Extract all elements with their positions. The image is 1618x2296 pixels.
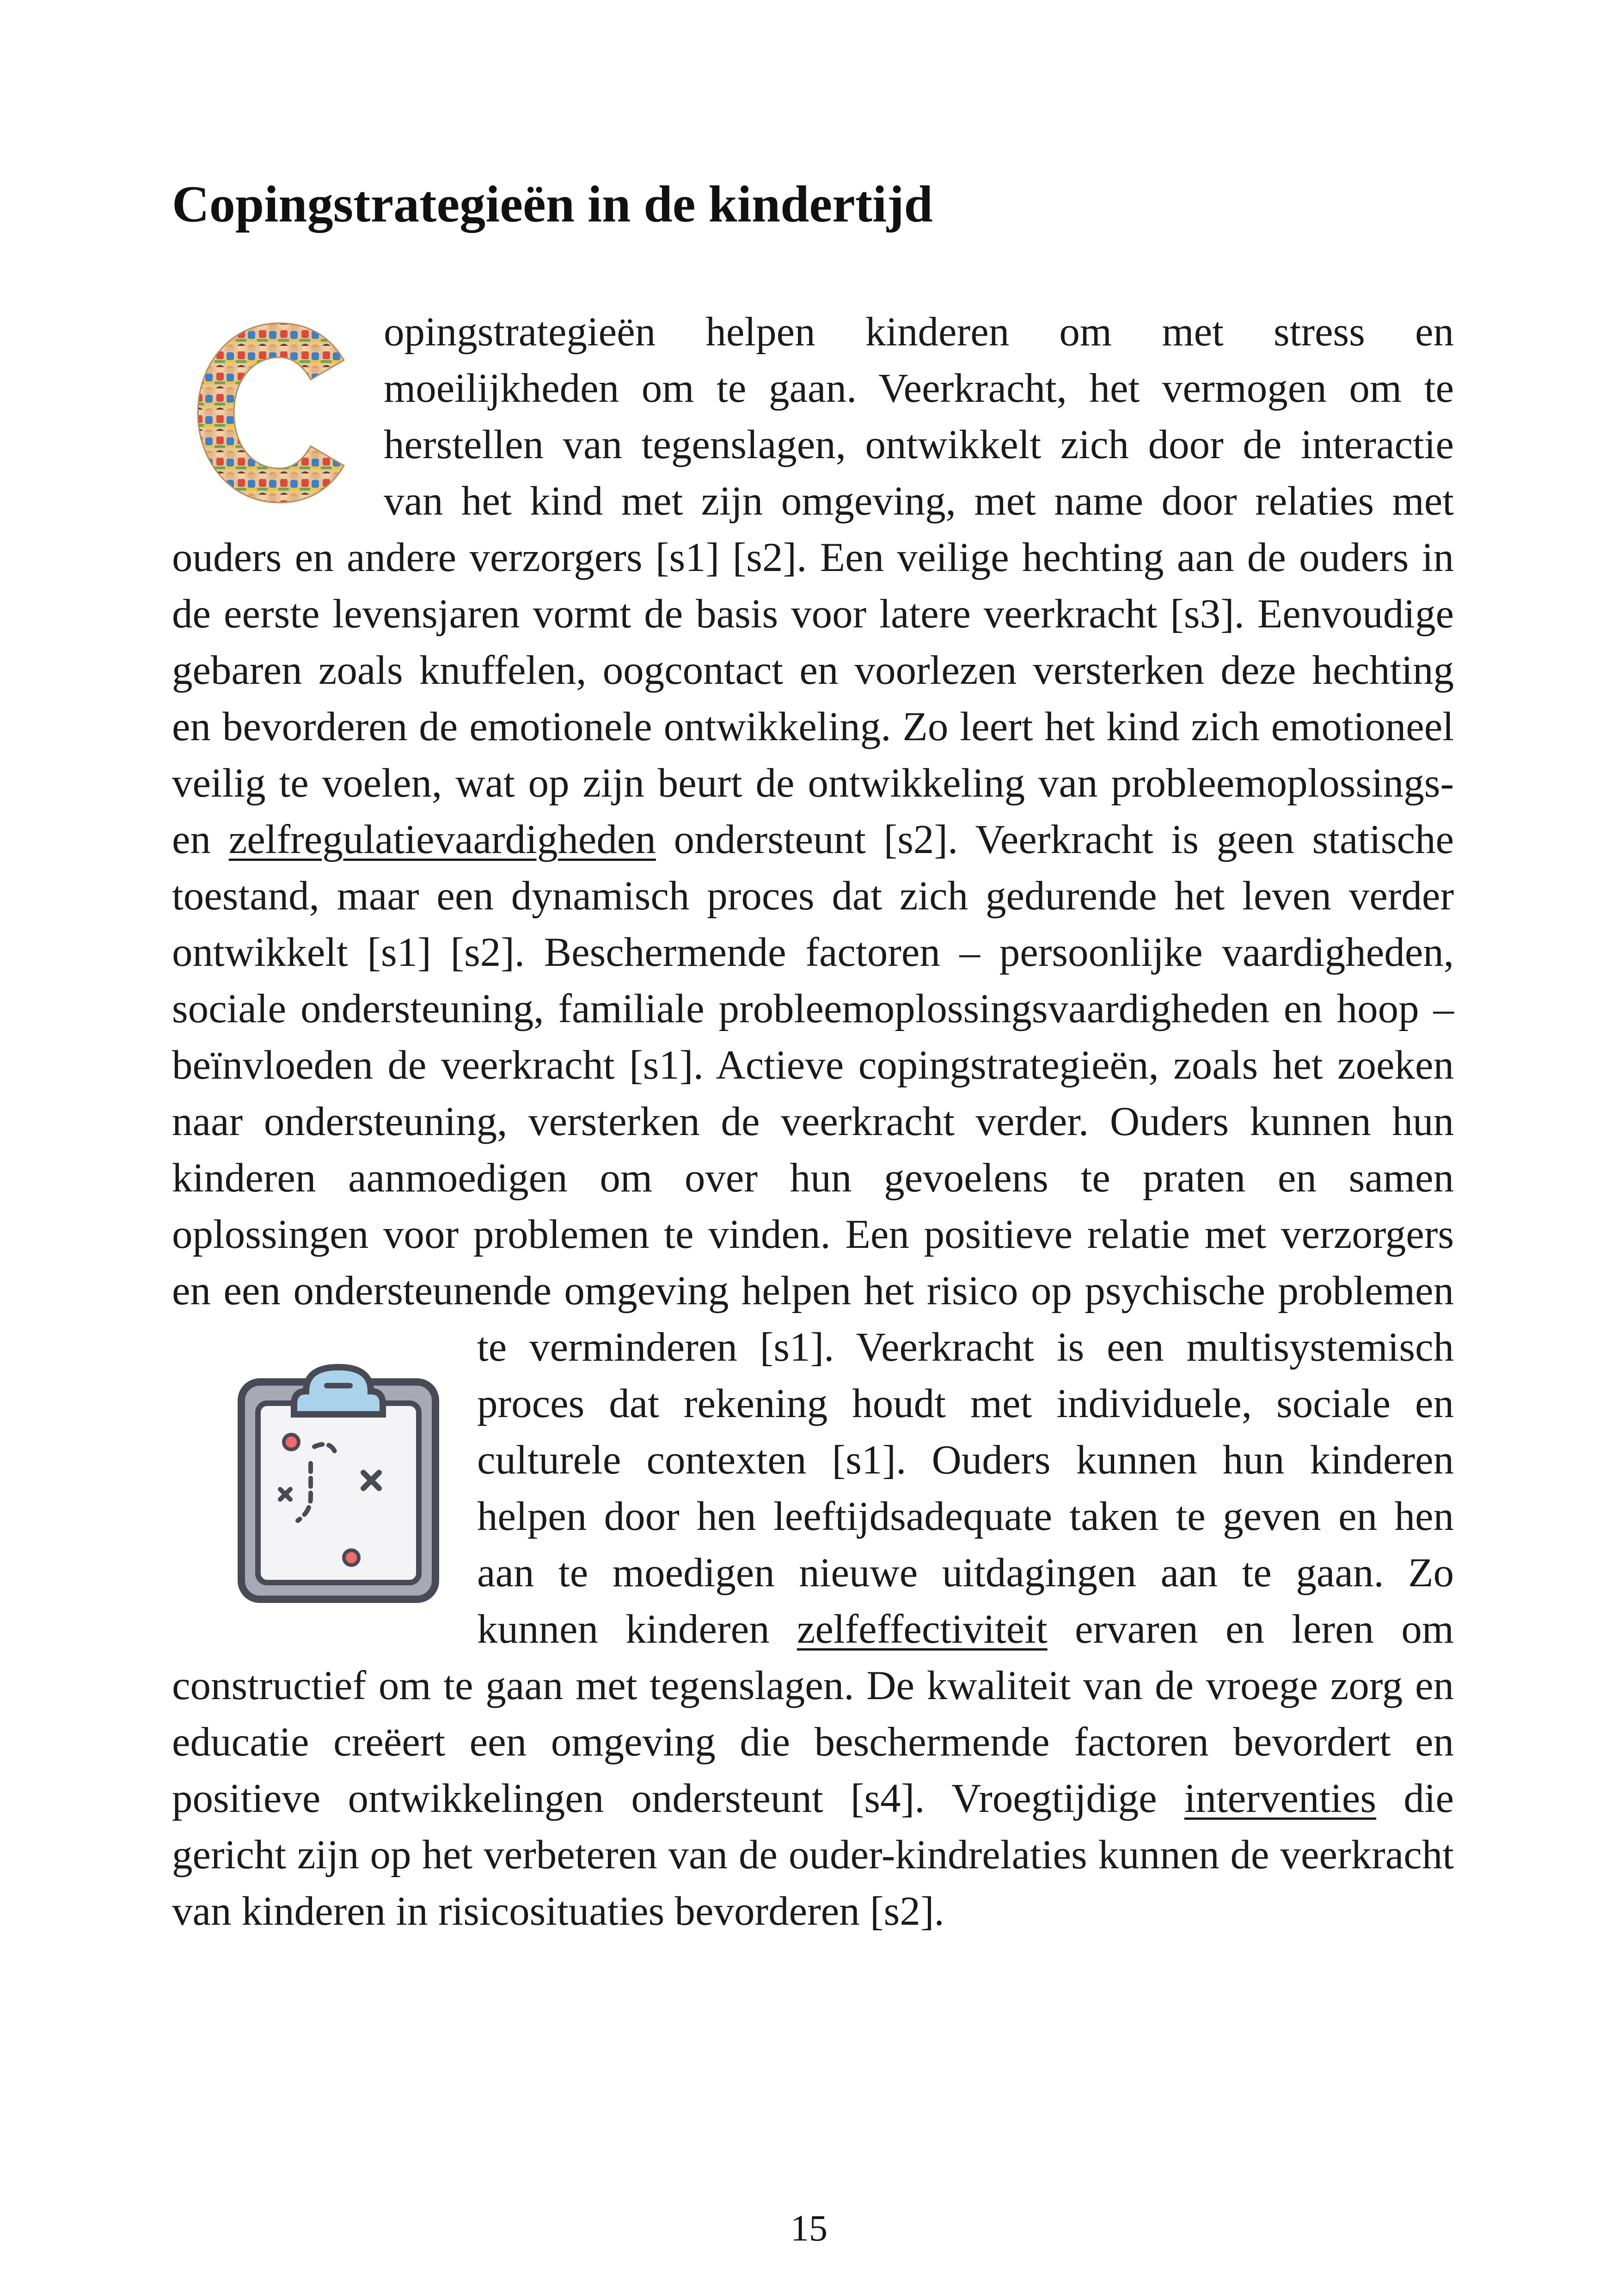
paragraph-text-part-3: ervaren en leren om constructief om te gaan met tegenslagen. De kwaliteit van de vroege zorg en educatie creëert een omgeving die beschermende factoren bevordert en positieve ontwikkelingen ondersteunt [s4]. Vroegtijdige <box>172 1607 1454 1821</box>
children-collage-letter-c-icon <box>172 299 375 525</box>
paragraph-text-part-4: die gericht zijn op het verbeteren van de ouder-kindrelaties kunnen de veerkracht van kinderen in risicosituaties bevorderen [s2]. <box>172 1776 1454 1934</box>
paragraph-text-part-2: ondersteunt [s2]. Veerkracht is geen statische toestand, maar een dynamisch proces dat zich gedurende het leven verder ontwikkelt [s1] [s2]. Beschermende factoren – persoonlijke vaardigheden, sociale ondersteuning, familiale probleemoplossingsvaardigheden en hoop – beïnvloeden de veerkracht [s1]. Actieve copingstrategieën, zoals het zoeken naar ondersteuning, versterken de veerkracht verder. Ouders kunnen hun kinderen aanmoedigen om over hun gevoelens te praten en samen oplossingen voor problemen te vinden. Een positieve relatie met verzorgers en een ondersteunende omgeving helpen het risico op psychische problemen te verminderen [s1]. Veerkracht is een multisystemisch proces dat rekening houdt met individuele, sociale en culturele contexten [s1]. Ouders kunnen hun kinderen helpen door hen leeftijdsadequate taken te geven en hen aan te moedigen nieuwe uitdagingen aan te gaan. Zo kunnen kinderen <box>172 817 1454 1652</box>
page-number: 15 <box>791 2208 827 2249</box>
paragraph-text-part-1: opingstrategieën helpen kinderen om met stress en moeilijkheden om te gaan. Veerkracht, het vermogen om te herstellen van tegenslagen, ontwikkelt zich door de interactie van het kind met zijn omgeving, met name door relaties met ouders en andere verzorgers [s1] [s2]. Een veilige hechting aan de ouders in de eerste levensjaren vormt de basis voor latere veerkracht [s3]. Eenvoudige gebaren zoals knuffelen, oogcontact en voorlezen versterken deze hechting en bevorderen de emotionele ontwikkeling. Zo leert het kind zich emotioneel veilig te voelen, wat op zijn beurt de ontwikkeling van probleemoplossings- en <box>172 309 1454 862</box>
link-interventies[interactable]: interventies <box>1184 1776 1377 1821</box>
link-zelfregulatievaardigheden[interactable]: zelfregulatievaardigheden <box>228 817 656 862</box>
link-zelfeffectiviteit[interactable]: zelfeffectiviteit <box>797 1607 1048 1652</box>
clipboard-strategy-icon <box>172 1359 477 1618</box>
page-title: Copingstrategieën in de kindertijd <box>172 176 933 233</box>
body-text <box>172 304 1454 1940</box>
